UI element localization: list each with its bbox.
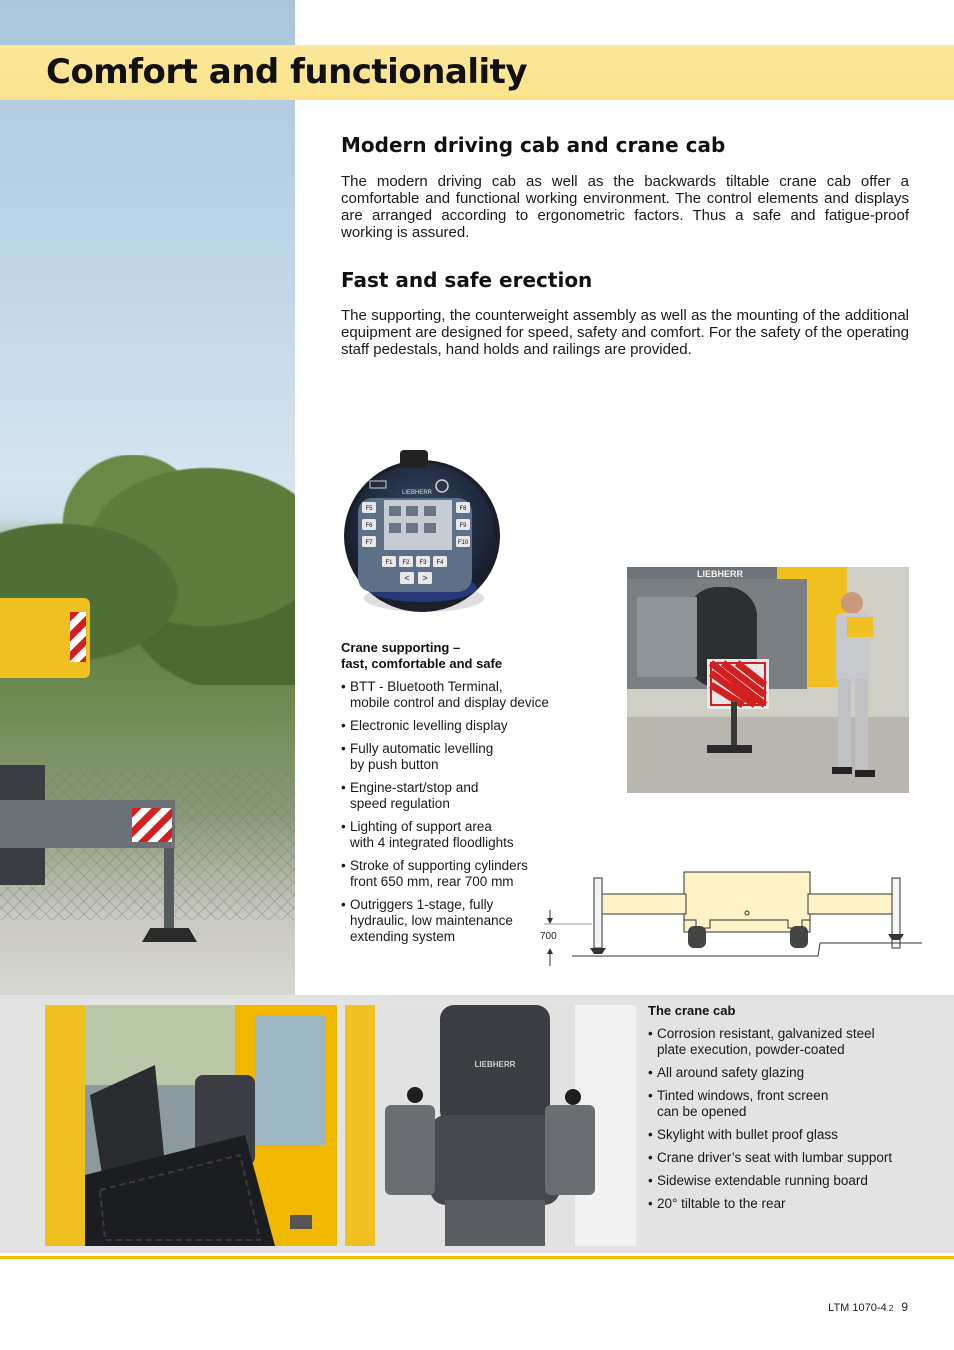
- page-footer: [828, 1300, 908, 1314]
- list-item: • Stroke of supporting cylinders front 650 mm, rear 700 mm: [341, 858, 581, 890]
- supporting-caption-title: Crane supporting – fast, comfortable and safe: [341, 640, 503, 671]
- list-item: • Lighting of support area with 4 integrated floodlights: [341, 819, 581, 851]
- outrigger-warning-plate: [132, 808, 172, 842]
- crane-cab-features-list: [648, 1026, 938, 1219]
- btt-key-f3: F3: [419, 560, 427, 566]
- photo-crane-operator: [627, 567, 909, 793]
- hero-photo-crane-outrigger: [0, 0, 295, 995]
- list-item: • BTT - Bluetooth Terminal, mobile control and display device: [341, 679, 581, 711]
- list-item: • Outriggers 1-stage, fully hydraulic, low maintenance extending system: [341, 897, 581, 945]
- outrigger-diagram: [538, 868, 928, 970]
- photo-crane-cab-interior: [45, 1005, 337, 1246]
- btt-key-f8: F8: [459, 506, 467, 512]
- footer-model: LTM 1070-4: [828, 1302, 887, 1314]
- btt-key-f10: F10: [457, 540, 469, 546]
- bottom-rule: [0, 1256, 954, 1259]
- crane-photo-brand: LIEBHERR: [697, 569, 744, 579]
- dimension-label: 700: [540, 931, 557, 942]
- list-item: • Electronic levelling display: [341, 718, 581, 734]
- outrigger-pad: [142, 928, 197, 942]
- section-text-erection: The supporting, the counterweight assembly as well as the mounting of the additional equipment are designed for speed, safety and comfort. For the safety of the operating staff pedestals, hand holds and railings are provided.: [341, 307, 909, 358]
- list-item: • 20° tiltable to the rear: [648, 1196, 938, 1212]
- list-item: • Corrosion resistant, galvanized steel plate execution, powder-coated: [648, 1026, 938, 1058]
- btt-key-right: >: [422, 573, 428, 583]
- warning-stripes: [70, 612, 86, 662]
- btt-key-f9: F9: [459, 523, 467, 529]
- btt-key-f1: F1: [385, 560, 393, 566]
- seat-brand: LIEBHERR: [474, 1060, 516, 1069]
- photo-crane-driver-seat: [345, 1005, 636, 1246]
- page-title: Comfort and functionality: [46, 52, 528, 92]
- btt-key-f7: F7: [365, 540, 373, 546]
- section-text-driving-cab: The modern driving cab as well as the backwards tiltable crane cab offer a comfortable and functional working environment. The control elements and displays are arranged according to ergonometric factors. Thus a safe and fatigue-proof working is assured.: [341, 173, 909, 241]
- list-item: • All around safety glazing: [648, 1065, 938, 1081]
- btt-key-left: <: [404, 573, 410, 583]
- list-item: • Crane driver’s seat with lumbar support: [648, 1150, 938, 1166]
- btt-key-f4: F4: [436, 560, 444, 566]
- list-item: • Tinted windows, front screen can be opened: [648, 1088, 938, 1120]
- section-heading-driving-cab: Modern driving cab and crane cab: [341, 133, 726, 157]
- btt-key-f2: F2: [402, 560, 410, 566]
- footer-model-sub: .2: [886, 1304, 894, 1313]
- list-item: • Skylight with bullet proof glass: [648, 1127, 938, 1143]
- list-item: • Fully automatic levelling by push button: [341, 741, 581, 773]
- outrigger-leg: [164, 848, 174, 928]
- list-item: • Engine-start/stop and speed regulation: [341, 780, 581, 812]
- btt-key-f6: F6: [365, 523, 373, 529]
- btt-key-f5: F5: [365, 506, 373, 512]
- section-heading-erection: Fast and safe erection: [341, 268, 593, 292]
- btt-terminal-image: [342, 448, 502, 618]
- page-number: 9: [901, 1300, 908, 1314]
- list-item: • Sidewise extendable running board: [648, 1173, 938, 1189]
- btt-brand: LIEBHERR: [401, 490, 433, 496]
- crane-cab-title: The crane cab: [648, 1003, 736, 1018]
